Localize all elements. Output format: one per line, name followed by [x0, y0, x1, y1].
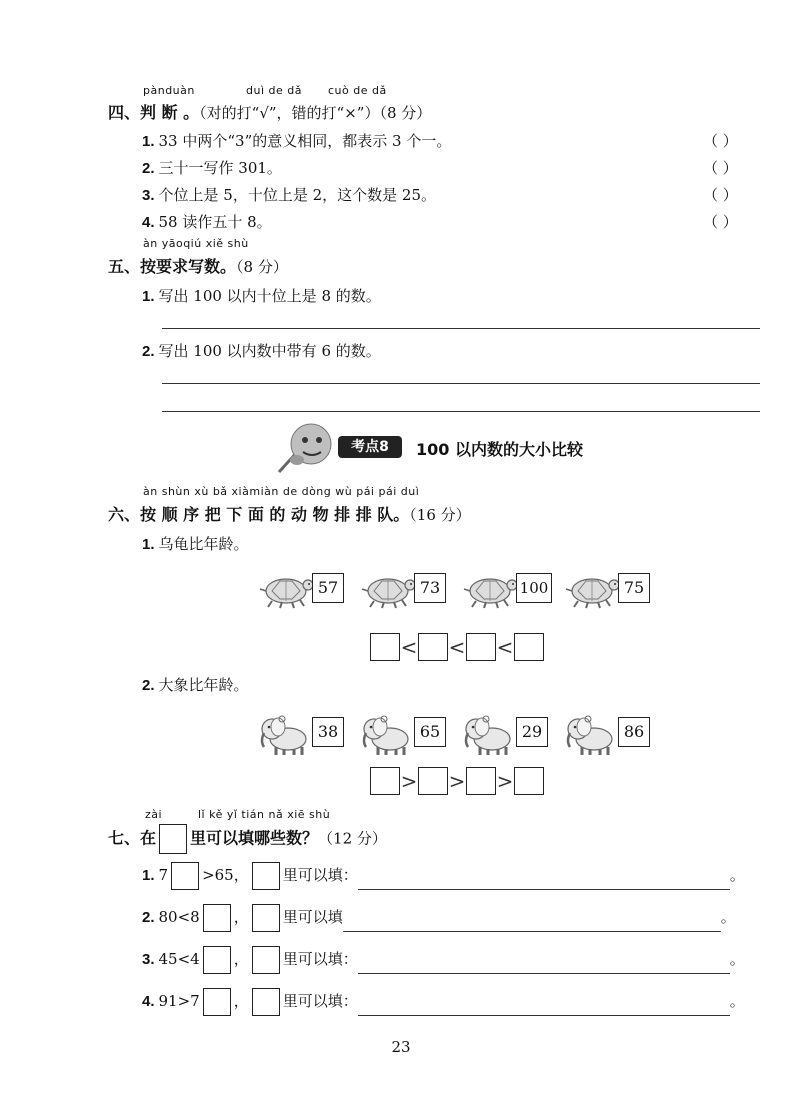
less-than-sign: <: [400, 635, 418, 659]
mascot-icon: [275, 420, 337, 476]
elephant-age-2: 65: [414, 717, 446, 747]
elephant-icon: [360, 713, 412, 761]
turtle-icon: [462, 569, 518, 613]
fill-item-1: 1. 7 >65， 里可以填： 。: [142, 862, 745, 890]
elephant-icon: [462, 713, 514, 761]
judge-item-2: 2. 三十一写作 301。: [142, 159, 282, 177]
greater-than-sign: >: [496, 769, 514, 793]
turtle-blank-2[interactable]: [418, 633, 448, 661]
answer-line-3[interactable]: [162, 411, 760, 412]
write-item-1: 1. 写出 100 以内十位上是 8 的数。: [142, 287, 381, 305]
turtle-blank-4[interactable]: [514, 633, 544, 661]
pinyin-sec6: àn shùn xù bǎ xiàmiàn de dòng wù pái pái duì: [143, 485, 420, 498]
greater-than-sign: >: [448, 769, 466, 793]
pinyin-sec5: àn yāoqiú xiě shù: [143, 237, 249, 250]
sort-item-1: 1. 乌龟比年龄。: [142, 535, 249, 553]
pinyin-zai: zài: [145, 808, 163, 821]
answer-line[interactable]: [343, 913, 721, 932]
write-item-2: 2. 写出 100 以内数中带有 6 的数。: [142, 342, 381, 360]
digit-box[interactable]: [203, 988, 231, 1016]
blank-box-icon: [159, 824, 187, 854]
judge-item-3: 3. 个位上是 5，十位上是 2，这个数是 25。: [142, 186, 436, 204]
digit-box-ref: [252, 988, 280, 1016]
judge-item-4: 4. 58 读作五十 8。: [142, 213, 272, 231]
judge-item-1: 1. 33 中两个“3”的意义相同，都表示 3 个一。: [142, 132, 452, 150]
elephant-age-1: 38: [312, 717, 344, 747]
turtle-icon: [360, 569, 416, 613]
topic-title: 100 以内数的大小比较: [416, 440, 583, 459]
section-6-note: （16 分）: [409, 506, 471, 524]
turtle-age-2: 73: [414, 573, 446, 603]
pinyin-sec7: lǐ kě yǐ tián nǎ xiē shù: [198, 808, 331, 821]
judge-answer-1[interactable]: （ ）: [703, 132, 738, 150]
elephant-blank-4[interactable]: [514, 767, 544, 795]
fill-item-2: 2. 80<8 ， 里可以填 。: [142, 904, 736, 932]
pinyin-panduan: pànduàn: [143, 84, 195, 97]
section-5-note: （8 分）: [236, 258, 288, 276]
elephant-blank-2[interactable]: [418, 767, 448, 795]
pinyin-duideda: duì de dǎ: [246, 84, 302, 97]
less-than-sign: <: [448, 635, 466, 659]
elephant-icon: [258, 713, 310, 761]
page-number: 23: [391, 1038, 411, 1056]
elephant-blank-1[interactable]: [370, 767, 400, 795]
pinyin-cuodeda: cuò de dǎ: [328, 84, 387, 97]
section-7-heading: 七、在 里可以填哪些数？（12 分）: [108, 824, 387, 854]
turtle-blank-3[interactable]: [466, 633, 496, 661]
digit-box[interactable]: [203, 904, 231, 932]
turtle-blank-1[interactable]: [370, 633, 400, 661]
answer-line-1[interactable]: [162, 328, 760, 329]
digit-box[interactable]: [203, 946, 231, 974]
digit-box[interactable]: [171, 862, 199, 890]
section-5-heading: [108, 254, 288, 277]
turtle-icon: [564, 569, 620, 613]
judge-answer-2[interactable]: （ ）: [703, 159, 738, 177]
digit-box-ref: [252, 904, 280, 932]
turtle-age-1: 57: [312, 573, 344, 603]
section-4-note: （对的打“√”，错的打“×”）（8 分）: [199, 104, 432, 122]
answer-line[interactable]: [358, 955, 730, 974]
topic-badge: 考点8: [338, 436, 402, 458]
section-5-title: 五、按要求写数。: [108, 257, 237, 276]
turtle-icon: [258, 569, 314, 613]
section-4-heading: [108, 100, 431, 123]
section-7-title: 里可以填哪些数？: [190, 828, 319, 848]
turtle-age-4: 75: [618, 573, 650, 603]
fill-item-4: 4. 91>7 ， 里可以填： 。: [142, 988, 745, 1016]
answer-line-2[interactable]: [162, 383, 760, 384]
judge-answer-3[interactable]: （ ）: [703, 186, 738, 204]
digit-box-ref: [252, 946, 280, 974]
elephant-blank-3[interactable]: [466, 767, 496, 795]
section-6-heading: [108, 502, 471, 525]
elephant-order-row: [370, 767, 544, 795]
elephant-icon: [564, 713, 616, 761]
turtle-order-row: [370, 633, 544, 661]
greater-than-sign: >: [400, 769, 418, 793]
answer-line[interactable]: [358, 871, 730, 890]
section-7-note: （12 分）: [318, 829, 387, 848]
answer-line[interactable]: [358, 997, 730, 1016]
less-than-sign: <: [496, 635, 514, 659]
elephant-age-4: 86: [618, 717, 650, 747]
fill-item-3: 3. 45<4 ， 里可以填： 。: [142, 946, 745, 974]
section-4-title: 四、判 断 。: [108, 103, 200, 122]
sort-item-2: 2. 大象比年龄。: [142, 676, 249, 694]
elephant-age-3: 29: [516, 717, 548, 747]
judge-answer-4[interactable]: （ ）: [703, 213, 738, 231]
digit-box-ref: [252, 862, 280, 890]
section-6-title: 六、按 顺 序 把 下 面 的 动 物 排 排 队。: [108, 505, 410, 524]
turtle-age-3: 100: [516, 573, 552, 603]
